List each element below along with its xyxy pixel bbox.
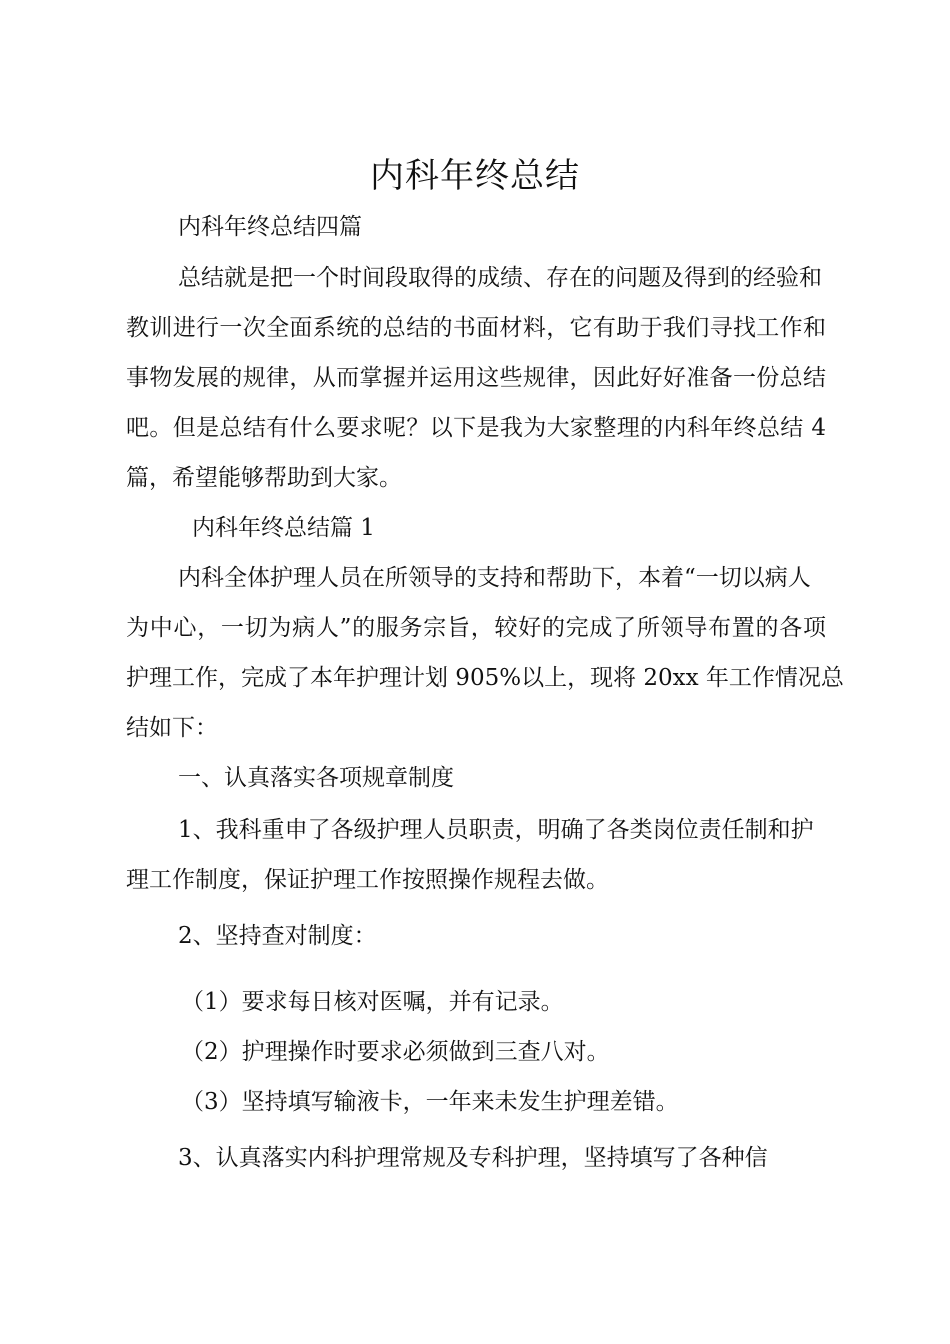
intro-line-3: 事物发展的规律，从而掌握并运用这些规律，因此好好准备一份总结 <box>126 365 826 391</box>
para1-line-1: 内科全体护理人员在所领导的支持和帮助下，本着“一切以病人 <box>178 565 811 591</box>
intro-line-5: 篇，希望能够帮助到大家。 <box>126 465 402 491</box>
para1-line-4: 结如下： <box>126 715 218 741</box>
para1-line-2: 为中心，一切为病人”的服务宗旨，较好的完成了所领导布置的各项 <box>126 615 826 641</box>
para1-line-3: 护理工作，完成了本年护理计划 905%以上，现将 20xx 年工作情况总 <box>126 665 844 691</box>
item1-line-2: 理工作制度，保证护理工作按照操作规程去做。 <box>126 867 609 893</box>
section-heading: 内科年终总结篇 1 <box>192 515 375 541</box>
document-subtitle: 内科年终总结四篇 <box>178 214 362 240</box>
item1-line-1: 1、我科重申了各级护理人员职责，明确了各类岗位责任制和护 <box>178 817 814 843</box>
sub-item-2: （2）护理操作时要求必须做到三查八对。 <box>181 1039 610 1065</box>
intro-line-1: 总结就是把一个时间段取得的成绩、存在的问题及得到的经验和 <box>178 265 822 291</box>
sub-item-3: （3）坚持填写输液卡，一年来未发生护理差错。 <box>181 1089 679 1115</box>
intro-line-4: 吧。但是总结有什么要求呢？以下是我为大家整理的内科年终总结 4 <box>126 415 826 441</box>
sub-item-1: （1）要求每日核对医嘱，并有记录。 <box>181 989 564 1015</box>
heading-one: 一、认真落实各项规章制度 <box>178 765 454 791</box>
item3-line-1: 3、认真落实内科护理常规及专科护理，坚持填写了各种信 <box>178 1145 768 1171</box>
item2: 2、坚持查对制度： <box>178 923 377 949</box>
intro-line-2: 教训进行一次全面系统的总结的书面材料，它有助于我们寻找工作和 <box>126 315 826 341</box>
document-title: 内科年终总结 <box>370 156 580 196</box>
